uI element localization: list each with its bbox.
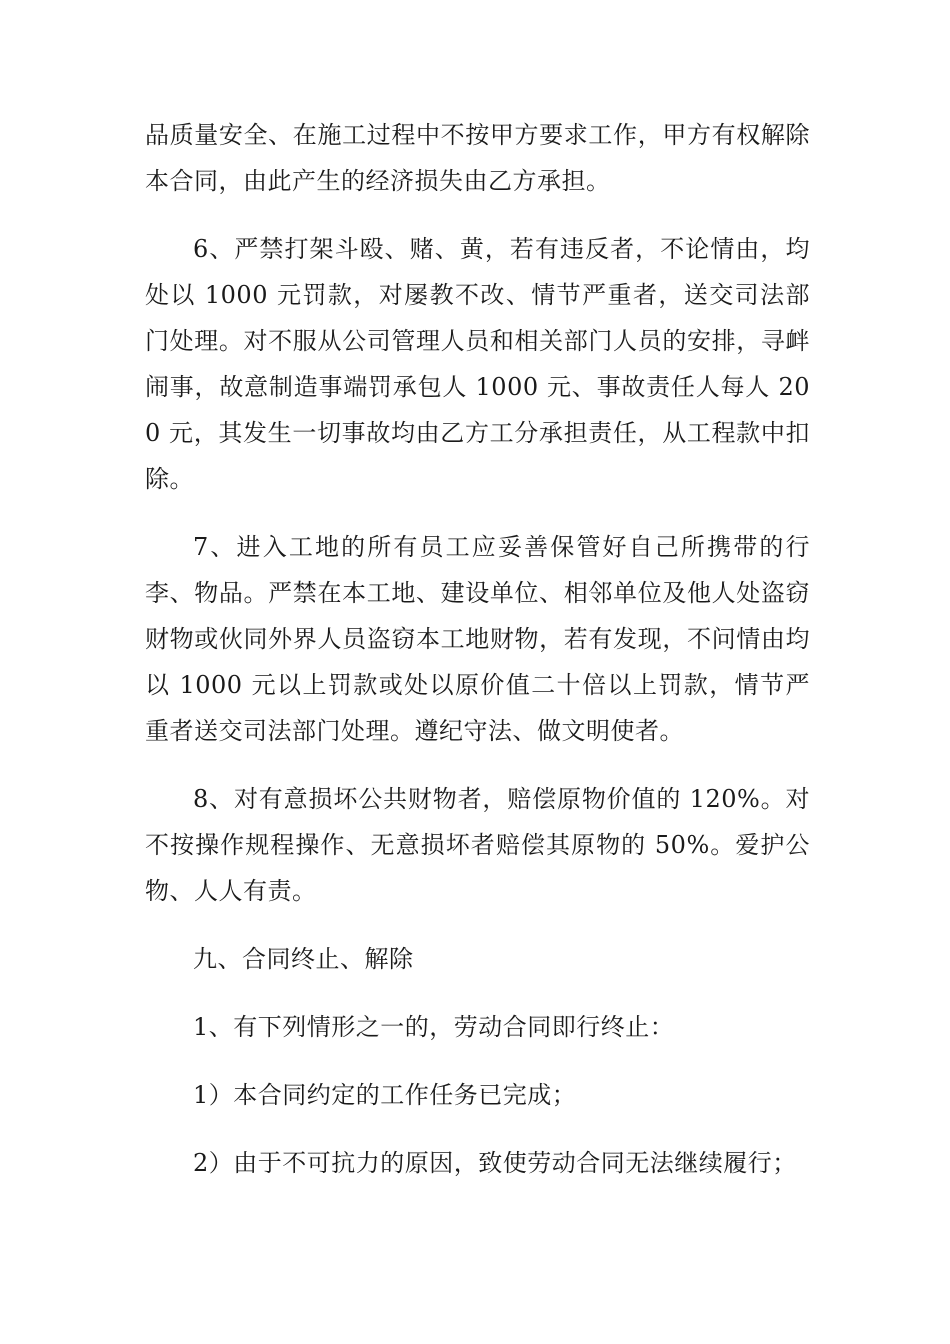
document-body [145,112,810,1208]
list-item-2: 2）由于不可抗力的原因，致使劳动合同无法继续履行； [193,1149,797,1177]
paragraph-clause-6: 6、严禁打架斗殴、赌、黄，若有违反者，不论情由，均处以 1000 元罚款，对屡教不改、情节严重者，送交司法部门处理。对不服从公司管理人员和相关部门人员的安排，寻衅闹事，故意制造事端罚承包人 1000 元、事故责任人每人 200 元，其发生一切事故均由乙方工分承担责任，从工程款中扣除。 [145,235,810,493]
paragraph-clause-7: 7、进入工地的所有员工应妥善保管好自己所携带的行李、物品。严禁在本工地、建设单位、相邻单位及他人处盗窃财物或伙同外界人员盗窃本工地财物，若有发现，不问情由均以 1000 元以上罚款或处以原价值二十倍以上罚款，情节严重者送交司法部门处理。遵纪守法、做文明使者。 [145,533,810,745]
paragraph-termination-1: 1、有下列情形之一的，劳动合同即行终止： [193,1013,675,1041]
list-item-1: 1）本合同约定的工作任务已完成； [193,1081,577,1109]
section-heading-termination: 九、合同终止、解除 [193,945,414,973]
paragraph-continuation: 品质量安全、在施工过程中不按甲方要求工作，甲方有权解除本合同，由此产生的经济损失由乙方承担。 [145,121,810,195]
paragraph-clause-8: 8、对有意损坏公共财物者，赔偿原物价值的 120%。对不按操作规程操作、无意损坏者赔偿其原物的 50%。爱护公物、人人有责。 [145,785,810,905]
